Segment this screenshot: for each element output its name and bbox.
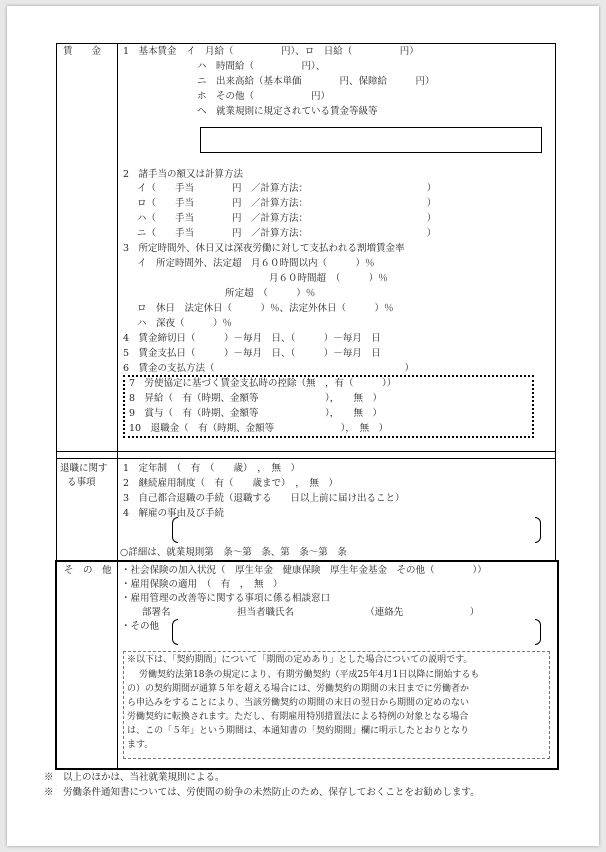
other-misc-line: ・その他	[121, 621, 160, 632]
note-title: ※以下は、「契約期間」について「期間の定めあり」とした場合についての説明です。	[127, 655, 473, 665]
row-divider-wages-2	[56, 458, 555, 459]
payment-method-line: 6 賃金の支払方法（ ）	[123, 363, 415, 374]
bonus-line: 9 賞与（ 有（時期、金額等 ）， 無 ）	[129, 408, 383, 419]
footnote: ※ 労働条件通知書については、労使間の紛争の未然防止のため、保存しておくことをお勧めします。	[44, 787, 480, 798]
closing-day-line: 4 賃金締切日（ ）－毎月 日、（ ）－毎月 日	[123, 333, 381, 344]
premium-line: ハ 深夜（ ）％	[137, 318, 233, 329]
allowance-heading: 2 諸手当の額又は計算方法	[123, 169, 244, 180]
bracket-left	[172, 619, 178, 645]
retirement-detail: ○詳細は、就業規則第 条～第 条、第 条～第 条	[120, 547, 347, 558]
note-line: 労働契約法第18条の規定により、有期労働契約（平成25年4月1日以降に開始するも	[139, 670, 480, 680]
premium-line: イ 所定時間外、法定超 月６０時間以内（ ）％	[137, 258, 375, 269]
wage-line: ヘ 就業規則に規定されている賃金等級等	[197, 106, 378, 117]
consultation-line: ・雇用管理の改善等に関する事項に係る相談窓口	[121, 593, 331, 604]
deduction-line: 7 労使協定に基づく賃金支払時の控除（無 ，有（ ））	[129, 378, 397, 389]
retirement-line: 2 継続雇用制度（ 有（ 歳まで） ， 無 ）	[123, 478, 339, 489]
note-line: ます。	[127, 740, 154, 750]
footnote: ※ 以上のほかは、当社就業規則による。	[44, 772, 225, 783]
retirement-line: 4 解雇の事由及び手続	[123, 508, 225, 519]
wage-line: ホ その他（ 円）	[197, 91, 331, 102]
wage-line: ハ 時間給（ 円）、	[197, 61, 326, 72]
other-label: そ の 他	[64, 565, 112, 576]
bracket-right	[535, 619, 541, 645]
social-insurance-line: ・社会保険の加入状況（ 厚生年金 健康保険 厚生年金基金 その他（ ））	[121, 565, 487, 576]
retirement-line: 1 定年制 （ 有 （ 歳） ， 無 ）	[123, 463, 301, 474]
table-top-border	[56, 43, 555, 44]
note-line: の）の契約期間が通算５年を超える場合には、労働契約の期間の末日までに労働者か	[127, 684, 470, 694]
note-line: 労働契約に転換されます。ただし、有期雇用特別措置法による特例の対象となる場合	[127, 712, 469, 722]
note-line: ら申込みをすることにより、当該労働契約の期間の末日の翌日から期間の定めのない	[127, 698, 470, 708]
wage-grade-box	[200, 127, 542, 153]
note-line: は、この「５年」という期間は、本通知書の「契約期間」欄に明示したとおりとなり	[127, 726, 470, 736]
payday-line: 5 賃金支払日（ ）－毎月 日、（ ）－毎月 日	[123, 348, 381, 359]
allowance-line: ハ（ 手当 円 ／計算方法： ）	[137, 213, 437, 224]
allowance-line: ニ（ 手当 円 ／計算方法： ）	[137, 228, 437, 239]
bracket-right	[535, 517, 541, 543]
premium-line: 月６０時間超 （ ）％	[269, 273, 388, 284]
other-label-divider	[117, 561, 118, 766]
retirement-line: 3 自己都合退職の手続（退職する 日以上前に届け出ること）	[123, 493, 405, 504]
retirement-label-1: 退職に関す	[60, 463, 108, 474]
document-page	[7, 6, 599, 846]
severance-line: 10 退職金（ 有（時期、金額等 ）， 無 ）	[129, 423, 389, 434]
premium-heading: 3 所定時間外、休日又は深夜労働に対して支払われる割増賃金率	[123, 243, 405, 254]
retirement-label-2: る事項	[67, 477, 96, 488]
table-right-border	[555, 43, 556, 458]
bracket-left	[172, 517, 178, 543]
premium-line: ロ 休日 法定休日（ ）％、法定外休日（ ）％	[137, 303, 394, 314]
row-divider-wages	[56, 451, 555, 452]
wage-line: ニ 出来高給（基本単価 円、保障給 円）	[197, 76, 435, 87]
employment-insurance-line: ・雇用保険の適用 （ 有 ， 無 ）	[121, 579, 283, 590]
allowance-line: ロ（ 手当 円 ／計算方法： ）	[137, 198, 437, 209]
premium-line: 所定超 （ ）％	[225, 288, 316, 299]
raise-line: 8 昇給（ 有（時期、金額等 ）， 無 ）	[129, 393, 383, 404]
wage-line: 1 基本賃金 イ 月給（ 円）、ロ 日給（ 円）	[123, 46, 419, 57]
contact-line: 部署名 担当者職氏名 （連絡先 ）	[142, 607, 480, 618]
wages-label: 賃 金	[63, 46, 102, 57]
table-right-border-retire	[555, 458, 556, 561]
allowance-line: イ（ 手当 円 ／計算方法： ）	[137, 183, 437, 194]
